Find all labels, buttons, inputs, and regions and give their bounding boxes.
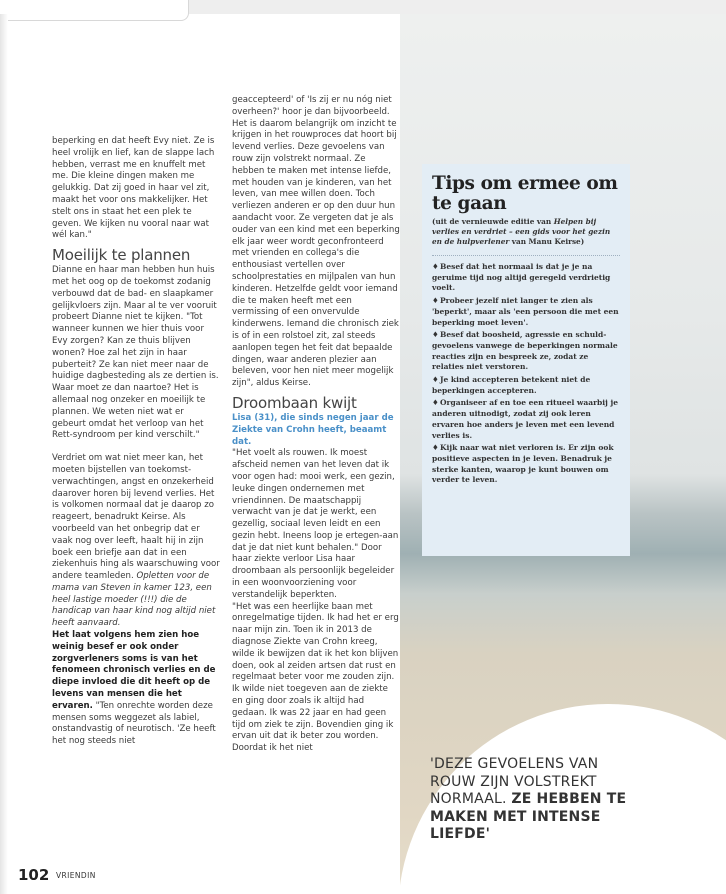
page-number: 102 — [18, 866, 50, 884]
page-fold-shade — [0, 14, 8, 894]
tips-divider — [432, 255, 620, 256]
top-bar-tab — [0, 0, 189, 21]
col2-para1: "Het voelt als rouwen. Ik moest afscheid nemen van het leven dat ik voor ogen had: mooi werk, een gezin, leuke dingen ondernemen met vriendinnen. De maatschappij verwacht van je dat je werkt, een gezellig, sociaal leven leidt en een gezin hebt. Ineens loop je ertegen-aan dat je dat niet kunt behalen." Door haar ziekte verloor Lisa haar droombaan als persoonlijk begeleider in een woonvoorziening voor verstandelijk beperkten. — [232, 448, 399, 600]
tips-source — [432, 217, 620, 247]
tips-source-suffix: van Manu Keirse) — [509, 237, 585, 246]
tip-item: ♦Probeer jezelf niet langer te zien als 'beperkt', maar als 'een persoon die met een beperking moet leven'. — [432, 296, 619, 327]
col1-para3-bold: Het laat volgens hem zien hoe weinig besef er ook onder zorgverleners soms is van het fenomeen chronisch verlies en de diepe invloed die dit heeft op de levens van mensen die het ervaren. — [52, 630, 216, 711]
col2-para2: "Het was een heerlijke baan met onregelmatige tijden. Ik had het er erg naar mijn zin. Toen ik in 2013 de diagnose Ziekte van Crohn kreeg, wilde ik bewijzen dat ik het kon blijven doen, ook al zeiden artsen dat rust en regelmaat beter voor me zouden zijn. Ik wilde niet toegeven aan de ziekte en ging door zoals ik altijd had gedaan. Ik was 22 jaar en had geen tijd om ziek te zijn. Bovendien ging ik ervan uit dat ik beter zou worden. Doordat ik het niet — [232, 601, 399, 754]
col1-para2-text: Verdriet om wat niet meer kan, het moeten bijstellen van toekomst-verwachtingen, angst en onzekerheid daarover horen bij levend verlies. Het is volkomen normaal dat je daarop zo reageert, benadrukt Keirse. Als voorbeeld van het onbegrip dat er vaak nog over leeft, haalt hij in zijn boek een briefje aan dat in een ziekenhuis hing als waarschuwing voor andere teamleden. — [52, 453, 220, 582]
col1-para3-text: "Ten onrechte worden deze mensen soms weggezet als labiel, onstandvastig of neurotisch. 'Ze heeft het nog steeds niet — [52, 700, 216, 747]
col1-para2 — [52, 453, 220, 630]
diamond-bullet-icon: ♦ — [432, 262, 439, 271]
tips-box — [422, 164, 630, 556]
pull-quote-normal: 'DEZE GEVOELENS VAN ROUW ZIJN VOLSTREKT NORMAAL. — [430, 756, 599, 807]
tip-item: ♦Besef dat boosheid, agressie en schuld-gevoelens vanwege de beperkingen normale reacties zijn en bespreek ze, zodat ze relaties niet verstoren. — [432, 330, 618, 372]
col2-intro: geaccepteerd' of 'Is zij er nu nóg niet overheen?' hoor je dan bijvoorbeeld. Het is daarom belangrijk om inzicht te krijgen in het rouwproces dat hoort bij levend verlies. Deze gevoelens van rouw zijn volstrekt normaal. Ze hebben te maken met intense liefde, met houden van je kinderen, van het leven, van mee willen doen. Toch verliezen anderen er op den duur hun aandacht voor. Ze vergeten dat je als ouder van een kind met een beperking elk jaar weer wordt geconfronteerd met vrienden en collega's die enthousiast vertellen over schoolprestaties en mijlpalen van hun kinderen. Hetzelfde geldt voor iemand die te maken heeft met een vermissing of een onvervulde kinderwens. Iemand die chronisch ziek is of in een rolstoel zit, zal steeds aanlopen tegen het feit dat bepaalde dingen, waar anderen plezier aan beleven, voor hen niet meer mogelijk zijn", aldus Keirse. — [232, 95, 400, 389]
tips-source-prefix: (uit de vernieuwde editie van — [432, 217, 554, 226]
tip-item: ♦Kijk naar wat niet verloren is. Er zijn ook positieve aspecten in je leven. Benadruk je sterke kanten, waarop je kunt bouwen om verder te leven. — [432, 443, 614, 485]
text-column-left — [52, 136, 220, 748]
col1-intro: beperking en dat heeft Evy niet. Ze is heel vrolijk en lief, kan de slappe lach hebben, verrast me en knuffelt met me. Die kleine dingen maken me gelukkig. Dat zij goed in haar vel zit, maakt het voor ons makkelijker. Het stelt ons in staat het een plek te geven. We kijken nu vooral naar wat wél kan." — [52, 136, 215, 241]
diamond-bullet-icon: ♦ — [432, 375, 439, 385]
tip-item: ♦Organiseer af en toe een ritueel waarbij je anderen uitnodigt, zodat zij ook leren ervaren hoe anders je leven met een levend verlies is. — [432, 398, 618, 440]
col1-para3 — [52, 630, 220, 748]
diamond-bullet-icon: ♦ — [432, 330, 439, 340]
tips-title: Tips om ermee om te gaan — [432, 173, 618, 214]
tips-list — [432, 262, 620, 486]
tip-item: ♦Besef dat het normaal is dat je je na geruime tijd nog altijd geregeld verdrietig voelt. — [432, 262, 611, 293]
col2-lead: Lisa (31), die sinds negen jaar de Ziekte van Crohn heeft, beaamt dat. — [232, 412, 394, 447]
subheading-droombaan: Droombaan kwijt — [232, 393, 357, 412]
col1-para1: Dianne en haar man hebben hun huis met het oog op de toekomst zodanig verbouwd dat de bad- en slaapkamer gelijkvloers zijn. Maar al te ver vooruit probeert Dianne niet te kijken. "Tot wanneer kunnen we hier thuis voor Evy zorgen? Kan ze thuis blijven wonen? Hoe zal het zijn in haar puberteit? Ze kan niet meer naar de huidige dagbesteding als ze dertien is. Waar moet ze dan naartoe? Het is allemaal nog onzeker en moeilijk te plannen. We weten niet wat er gebeurt omdat het verloop van het Rett-syndroom per kind verschilt." — [52, 265, 219, 441]
tip-item: ♦Je kind accepteren betekent niet de beperkingen accepteren. — [432, 375, 591, 395]
diamond-bullet-icon: ♦ — [432, 296, 439, 306]
diamond-bullet-icon: ♦ — [432, 443, 439, 453]
pull-quote — [430, 756, 630, 844]
subheading-moeilijk: Moeilijk te plannen — [52, 246, 191, 265]
diamond-bullet-icon: ♦ — [432, 398, 439, 408]
tips-source-book: Helpen bij verlies en verdriet – een gids voor het gezin en de hulpverlener — [432, 217, 611, 246]
magazine-name: VRIENDIN — [56, 871, 96, 880]
text-column-middle — [232, 95, 400, 755]
col1-para2-italic: Opletten voor de mama van Steven in kamer 123, een heel lastige moeder (!!!) die de handicap van haar kind nog altijd niet heeft aanvaard. — [52, 571, 216, 629]
pull-quote-bold: ZE HEBBEN TE MAKEN MET INTENSE LIEFDE' — [430, 791, 627, 842]
